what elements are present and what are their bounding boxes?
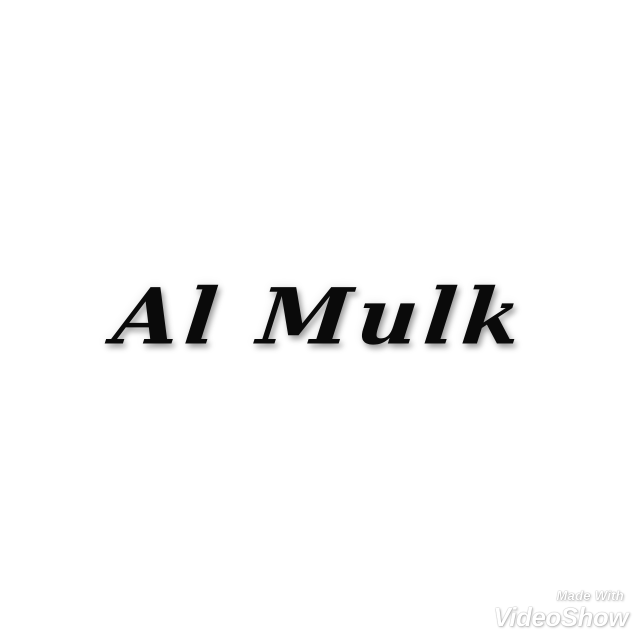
watermark-brand: VideoShow	[493, 602, 628, 632]
title-container	[0, 262, 640, 372]
surah-title: Al Mulk	[109, 271, 532, 363]
watermark-made-with: Made With	[556, 588, 624, 603]
app-watermark	[488, 589, 628, 630]
